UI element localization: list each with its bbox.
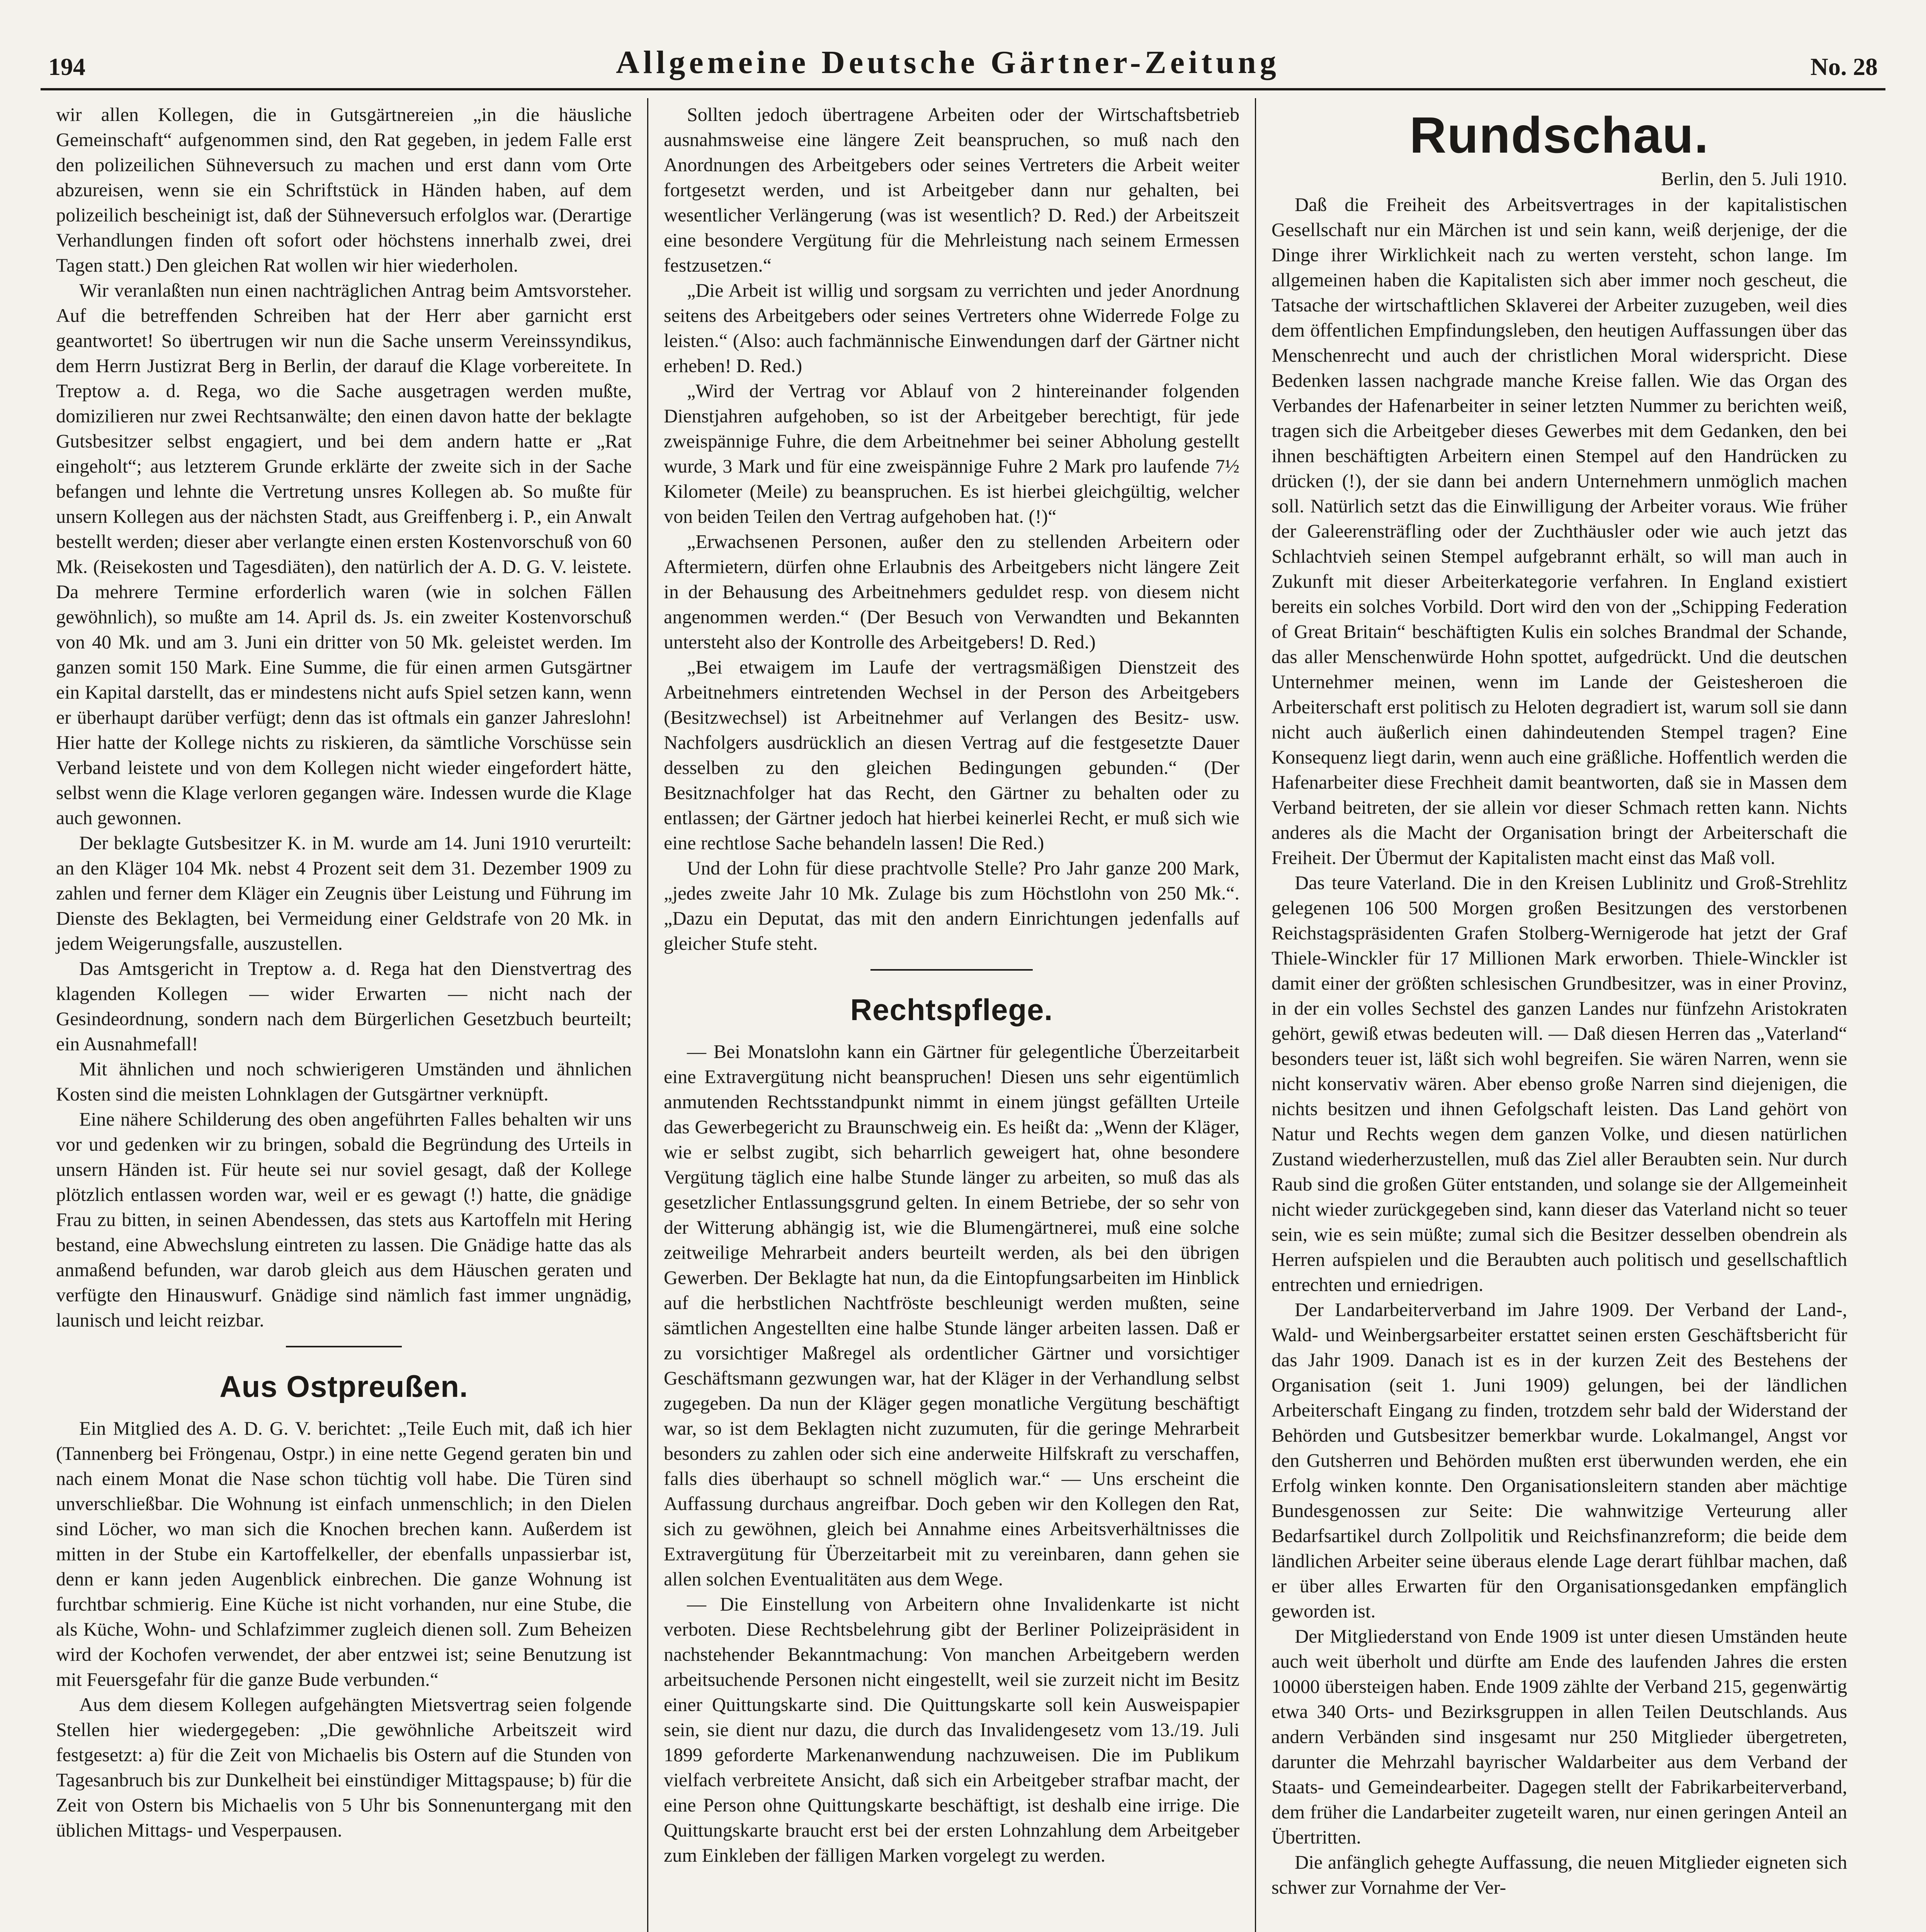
issue-number: No. 28 (1810, 53, 1878, 80)
paragraph: „Erwachsenen Personen, außer den zu stellenden Arbeitern oder Aftermietern, dürfen ohne Erlaubnis des Arbeitgebers nicht längere Zeit in der Behausung des Arbeitnehmers geduldet resp. von diesem nicht angenommen werden.“ (Der Besuch von Verwandten und Bekannten untersteht also der Kontrolle des Arbeitgebers! D. Red.) (664, 531, 1239, 653)
section-rule (286, 1346, 402, 1347)
paragraph: wir allen Kollegen, die in Gutsgärtnereien „in die häusliche Gemeinschaft“ aufgenommen sind, den Rat gegeben, in jedem Falle erst den polizeilichen Sühneversuch zu machen und erst dann vom Orte abzureisen, wenn sie ein Schriftstück in Händen haben, auf dem polizeilich bescheinigt ist, daß der Sühneversuch erfolglos war. (Derartige Verhandlungen finden oft sofort oder höchstens innerhalb zwei, drei Tagen statt.) Den gleichen Rat wollen wir hier wiederholen. (56, 104, 632, 276)
section-heading-rundschau: Rundschau. (1409, 107, 1709, 163)
paragraph: Das teure Vaterland. Die in den Kreisen Lublinitz und Groß-Strehlitz gelegenen 106 500 Morgen großen Besitzungen des verstorbenen Reichstagspräsidenten Grafen Stolberg-Wernigerode hat jetzt der Graf Thiele-Winckler für 17 Millionen Mark erworben. Thiele-Winckler ist damit einer der größten schlesischen Grundbesitzer, was in einer Provinz, in der ein volles Sechstel des ganzen Landes nur fünfzehn Aristokraten gehört, gewiß etwas bedeuten will. — Daß diesen Herren das „Vaterland“ besonders teuer ist, läßt sich wohl begreifen. Sie wären Narren, wenn sie nicht konservativ wären. Aber ebenso große Narren sind diejenigen, die nichts besitzen und ihnen Gefolgschaft leisten. Das Land gehört von Natur und Rechts wegen dem ganzen Volke, und diesen natürlichen Zustand wiederherzustellen, muß das Ziel aller Beraubten sein. Nur durch Raub sind die großen Güter entstanden, und solange sie der Allgemeinheit nicht wieder zurückgegeben sind, kann dieser das Vaterland nicht so teuer sein, wie es sein müßte; zumal sich die Besitzer desselben obendrein als Herren aufspielen und die Beraubten auch politisch und gesellschaftlich entrechten und erniedrigen. (1272, 872, 1847, 1295)
paragraph: Die anfänglich gehegte Auffassung, die neuen Mitglieder eigneten sich schwer zur Vornahme der Ver- (1272, 1851, 1847, 1898)
page-number: 194 (48, 53, 85, 80)
column-1 (41, 90, 647, 1932)
paragraph: Der Landarbeiterverband im Jahre 1909. Der Verband der Land-, Wald- und Weinbergsarbeiter erstattet seinen ersten Geschäftsbericht für das Jahr 1909. Danach ist es in der kurzen Zeit des Bestehens der Organisation (seit 1. Juni 1909) gelungen, bei der ländlichen Arbeiterschaft Eingang zu finden, trotzdem sehr bald der Widerstand der Behörden und Gutsbesitzer bemerkbar wurde. Lokalmangel, Angst vor den Gutsherren und Behörden mußten erst überwunden werden, ehe ein Erfolg winken konnte. Den Organisationsleitern standen aber mächtige Bundesgenossen zur Seite: Die wahnwitzige Verteurung aller Bedarfsartikel durch Zollpolitik und Reichsfinanzreform; die beide dem ländlichen Arbeiter seine überaus elende Lage derart fühlbar machen, daß er über alles Erwarten für den Organisationsgedanken empfänglich geworden ist. (1272, 1299, 1847, 1622)
section-rule (870, 969, 1033, 971)
paragraph: „Bei etwaigem im Laufe der vertragsmäßigen Dienstzeit des Arbeitnehmers eintretenden Wechsel in der Person des Arbeitgebers (Besitzwechsel) ist Arbeitnehmer auf Verlangen des Besitz- usw. Nachfolgers ausdrücklich an diesen Vertrag auf die festgesetzte Dauer desselben zu den gleichen Bedingungen gebunden.“ (Der Besitznachfolger hat das Recht, den Gärtner zu behalten oder zu entlassen; der Gärtner jedoch hat hierbei keinerlei Recht, er muß sich wie eine rechtlose Sache behandeln lassen! Die Red.) (664, 656, 1239, 854)
journal-title: Allgemeine Deutsche Gärtner-Zeitung (616, 44, 1280, 80)
paragraph: Das Amtsgericht in Treptow a. d. Rega hat den Dienstvertrag des klagenden Kollegen — wider Erwarten — nicht nach der Gesindeordnung, sondern nach dem Bürgerlichen Gesetzbuch beurteilt; ein Ausnahmefall! (56, 957, 632, 1054)
section-heading-ostpreussen: Aus Ostpreußen. (219, 1369, 468, 1403)
paragraph: Wir veranlaßten nun einen nachträglichen Antrag beim Amtsvorsteher. Auf die betreffenden Schreiben hat der Herr aber garnicht erst geantwortet! So übertrugen wir nun die Sache unserm Vereinssyndikus, dem Herrn Justizrat Berg in Berlin, der darauf die Klage vorbereitete. In Treptow a. d. Rega, wo die Sache ausgetragen werden mußte, domizilieren nur zwei Rechtsanwälte; den einen davon hatte der beklagte Gutsbesitzer selbst engagiert, und bei dem andern hatte er „Rat eingeholt“; aus letzterem Grunde erklärte der zweite sich in der Sache befangen und lehnte die Vertretung unsres Kollegen ab. So mußte für unsern Kollegen aus der nächsten Stadt, aus Greiffenberg i. P., ein Anwalt bestellt werden; dieser aber verlangte einen ersten Kostenvorschuß von 60 Mk. (Reisekosten und Tagesdiäten), den natürlich der A. D. G. V. leistete. Da mehrere Termine erforderlich waren (wie in solchen Fällen gewöhnlich), so mußte am 14. April ds. Js. ein zweiter Kostenvorschuß von 40 Mk. und am 3. Juni ein dritter von 50 Mk. geleistet werden. Im ganzen somit 150 Mark. Eine Summe, die für einen armen Gutsgärtner ein Kapital darstellt, das er mindestens nicht aufs Spiel setzen kann, wenn er überhaupt darüber verfügt; denn das ist oftmals ein ganzer Jahreslohn! Hier hatte der Kollege nichts zu riskieren, da sämtliche Vorschüsse sein Verband leistete und von dem Kollegen nicht wieder eingefordert hätte, selbst wenn die Klage verloren gegangen wäre. Indessen wurde die Klage auch gewonnen. (56, 279, 632, 828)
paragraph: Ein Mitglied des A. D. G. V. berichtet: „Teile Euch mit, daß ich hier (Tannenberg bei Fröngenau, Ostpr.) in eine nette Gegend geraten bin und nach einem Monat die Nase schon tüchtig voll habe. Die Türen sind unverschließbar. Die Wohnung ist einfach unmenschlich; in den Dielen sind Löcher, wo man sich die Knochen brechen kann. Außerdem ist mitten in der Stube ein Kartoffelkeller, der ebenfalls unpassierbar ist, denn er kann jeden Augenblick einbrechen. Die ganze Wohnung ist furchtbar schmierig. Eine Küche ist nicht vorhanden, nur eine Stube, die als Küche, Wohn- und Schlafzimmer zugleich dienen soll. Zum Beheizen wird der Kochofen verwendet, der aber entzwei ist; seine Benutzung ist mit Feuersgefahr für die ganze Bude verbunden.“ (56, 1417, 632, 1690)
paragraph: Daß die Freiheit des Arbeitsvertrages in der kapitalistischen Gesellschaft nur ein Märchen ist und sein kann, weiß derjenige, der die Dinge ihrer Wirklichkeit nach zu werten versteht, schon lange. Im allgemeinen haben die Kapitalisten sich aber immer noch gescheut, die Tatsache der wirtschaftlichen Sklaverei der Arbeiter zuzugeben, weil dies dem öffentlichen Empfindungsleben, den heutigen Auffassungen über das Menschenrecht und auch der christlichen Moral widerspricht. Diese Bedenken lassen nachgrade manche Kreise fallen. Wie das Organ des Verbandes der Hafenarbeiter in seiner letzten Nummer zu berichten weiß, tragen sich die Arbeitgeber dieses Gewerbes mit dem Gedanken, den bei ihnen beschäftigten Arbeitern einen Stempel auf den Handrücken zu drücken (!), der sie dann bei andern Unternehmern unmöglich machen soll. Natürlich setzt das die Einwilligung der Arbeiter voraus. Wie früher der Galeerensträfling oder der Zuchthäusler oder wie auch jetzt das Schlachtvieh seinen Stempel aufgebrannt erhält, so will man auch in Zukunft mit dieser Arbeiterkategorie verfahren. In England existiert bereits ein solches Vorbild. Dort wird den von der „Schipping Federation of Great Britain“ beschäftigten Kulis ein solches Brandmal der Schande, das aller Menschenwürde Hohn spottet, aufgedrückt. Und die deutschen Unternehmer meinen, wenn im Lande der Geistesheroen die Arbeiterschaft erst politisch zu Heloten degradiert ist, warum soll sie dann nicht auch äußerlich einen dahindeutenden Stempel tragen? Eine Konsequenz liegt darin, wenn auch eine gräßliche. Hoffentlich werden die Hafenarbeiter diese Frechheit damit beantworten, daß sie in Massen dem Verband beitreten, der sie allein vor dieser Schmach retten kann. Nichts anderes als die Macht der Organisation bringt der Arbeiterschaft die Freiheit. Der Übermut der Kapitalisten macht einst das Maß voll. (1272, 194, 1847, 868)
dateline: Berlin, den 5. Juli 1910. (1661, 168, 1847, 189)
masthead (41, 27, 1885, 90)
paragraph: Aus dem diesem Kollegen aufgehängten Mietsvertrag seien folgende Stellen hier wiedergegeben: „Die gewöhnliche Arbeitszeit wird festgesetzt: a) für die Zeit von Michaelis bis Ostern auf die Stunden von Tagesanbruch bis zur Dunkelheit bei einstündiger Mittagspause; b) für die Zeit von Ostern bis Michaelis von 5 Uhr bis Sonnenuntergang mit den üblichen Mittags- und Vesperpausen. (56, 1694, 632, 1841)
paragraph: Und der Lohn für diese prachtvolle Stelle? Pro Jahr ganze 200 Mark, „jedes zweite Jahr 10 Mk. Zulage bis zum Höchstlohn von 250 Mk.“. „Dazu ein Deputat, das mit den andern Einrichtungen jedenfalls auf gleicher Stufe steht. (664, 857, 1239, 954)
paragraph: „Die Arbeit ist willig und sorgsam zu verrichten und jeder Anordnung seitens des Arbeitgebers oder seines Vertreters ohne Widerrede Folge zu leisten.“ (Also: auch fachmännische Einwendungen darf der Gärtner nicht erheben! D. Red.) (664, 279, 1239, 376)
column-3 (1256, 90, 1863, 1932)
section-heading-rechtspflege: Rechtspflege. (850, 993, 1053, 1027)
paragraph: — Bei Monatslohn kann ein Gärtner für gelegentliche Überzeitarbeit eine Extravergütung nicht beanspruchen! Diesen uns sehr eigentümlich anmutenden Rechtsstandpunkt nimmt in einem jüngst gefällten Urteile das Gewerbegericht zu Braunschweig ein. Es heißt da: „Wenn der Kläger, wie er selbst zugibt, sich beharrlich geweigert hat, ohne besondere Vergütung täglich eine halbe Stunde länger zu arbeiten, so muß das als gesetzlicher Entlassungsgrund gelten. In einem Betriebe, der so sehr von der Witterung abhängig ist, wie die Blumengärtnerei, muß eine solche zeitweilige Mehrarbeit anders beurteilt werden, als bei den übrigen Gewerben. Der Beklagte hat nun, da die Eintopfungsarbeiten im Hinblick auf die herbstlichen Nachtfröste beschleunigt werden mußten, seine sämtlichen Angestellten eine halbe Stunde länger arbeiten lassen. Daß er zu vorsichtiger Maßregel als ordentlicher Gärtner und vorsichtiger Geschäftsmann gezwungen war, hat der Kläger in der Verhandlung selbst zugegeben. Da nun der Kläger gegen monatliche Vergütung beschäftigt war, so ist dem Beklagten nicht zuzumuten, für die geringe Mehrarbeit besonders zu zahlen oder sich eine anderweite Hilfskraft zu verschaffen, falls dies überhaupt so schnell möglich war.“ — Uns erscheint die Auffassung durchaus angreifbar. Doch geben wir den Kollegen den Rat, sich zu gewöhnen, gleich bei Annahme eines Arbeitsverhältnisses die Extravergütung für Überzeitarbeit mit zu vereinbaren, dann gehen sie allen solchen Eventualitäten aus dem Wege. (664, 1041, 1239, 1590)
paragraph: Mit ähnlichen und noch schwierigeren Umständen und ähnlichen Kosten sind die meisten Lohnklagen der Gutsgärtner verknüpft. (56, 1058, 632, 1105)
paragraph: Sollten jedoch übertragene Arbeiten oder der Wirtschaftsbetrieb ausnahmsweise eine längere Zeit beanspruchen, so muß nach den Anordnungen des Arbeitgebers oder seines Vertreters die Arbeit weiter fortgesetzt werden, und ist Arbeitgeber dann nur gehalten, bei wesentlicher Verlängerung (was ist wesentlich? D. Red.) der Arbeitszeit eine besondere Vergütung für die Mehrleistung nach seinem Ermessen festzusetzen.“ (664, 104, 1239, 276)
columns (41, 90, 1885, 1932)
paragraph: Eine nähere Schilderung des oben angeführten Falles behalten wir uns vor und gedenken wir zu bringen, sobald die Begründung des Urteils in unsern Händen ist. Für heute sei nur soviel gesagt, daß der Kollege plötzlich entlassen worden war, weil er es gewagt (!) hatte, die gnädige Frau zu bitten, in seinen Abendessen, das stets aus Kartoffeln mit Hering bestand, eine Abwechslung eintreten zu lassen. Die Gnädige hatte das als anmaßend befunden, war darob gleich aus dem Häuschen geraten und verfügte den Hinauswurf. Gnädige sind nämlich fast immer ungnädig, launisch und leicht reizbar. (56, 1108, 632, 1331)
paragraph: Der Mitgliederstand von Ende 1909 ist unter diesen Umständen heute auch weit überholt und dürfte am Ende des laufenden Jahres die ersten 10000 übersteigen haben. Ende 1909 zählte der Verband 215, gegenwärtig etwa 340 Orts- und Bezirksgruppen in allen Teilen Deutschlands. Aus andern Verbänden sind insgesamt nur 250 Mitglieder übergetreten, darunter die Mehrzahl bayrischer Waldarbeiter aus dem Verband der Staats- und Gemeindearbeiter. Dagegen stellt der Fabrikarbeiterverband, dem früher die Landarbeiter zugeteilt waren, nur einen geringen Anteil an Übertritten. (1272, 1625, 1847, 1848)
paragraph: — Die Einstellung von Arbeitern ohne Invalidenkarte ist nicht verboten. Diese Rechtsbelehrung gibt der Berliner Polizeipräsident in nachstehender Bekanntmachung: Von manchen Arbeitgebern werden arbeitsuchende Personen nicht eingestellt, weil sie zurzeit nicht im Besitz einer Quittungskarte sind. Die Quittungskarte soll kein Ausweispapier sein, sie dient nur dazu, die durch das Invalidengesetz vom 13./19. Juli 1899 geforderte Markenanwendung nachzuweisen. Die im Publikum vielfach verbreitete Ansicht, daß sich ein Arbeitgeber strafbar macht, der eine Person ohne Quittungskarte beschäftigt, ist deshalb eine irrige. Die Quittungskarte braucht erst bei der ersten Lohnzahlung dem Arbeitgeber zum Einkleben der fälligen Marken vorgelegt zu werden. (664, 1593, 1239, 1866)
paragraph: „Wird der Vertrag vor Ablauf von 2 hintereinander folgenden Dienstjahren aufgehoben, so ist der Arbeitgeber berechtigt, für jede zweispännige Fuhre, die dem Arbeitnehmer bei seiner Abholung gestellt wurde, 3 Mark und für eine zweispännige Fuhre 2 Mark pro laufende 7½ Kilometer (Meile) zu beanspruchen. Es ist hierbei gleichgültig, welcher von beiden Teilen den Vertrag aufgehoben hat. (!)“ (664, 380, 1239, 527)
column-2 (648, 90, 1255, 1932)
paragraph: Der beklagte Gutsbesitzer K. in M. wurde am 14. Juni 1910 verurteilt: an den Kläger 104 Mk. nebst 4 Prozent seit dem 31. Dezember 1909 zu zahlen und ferner dem Kläger ein Zeugnis über Leistung und Führung im Dienste des Beklagten, bei Vermeidung einer Geldstrafe von 20 Mk. in jedem Weigerungsfalle, auszustellen. (56, 832, 632, 954)
